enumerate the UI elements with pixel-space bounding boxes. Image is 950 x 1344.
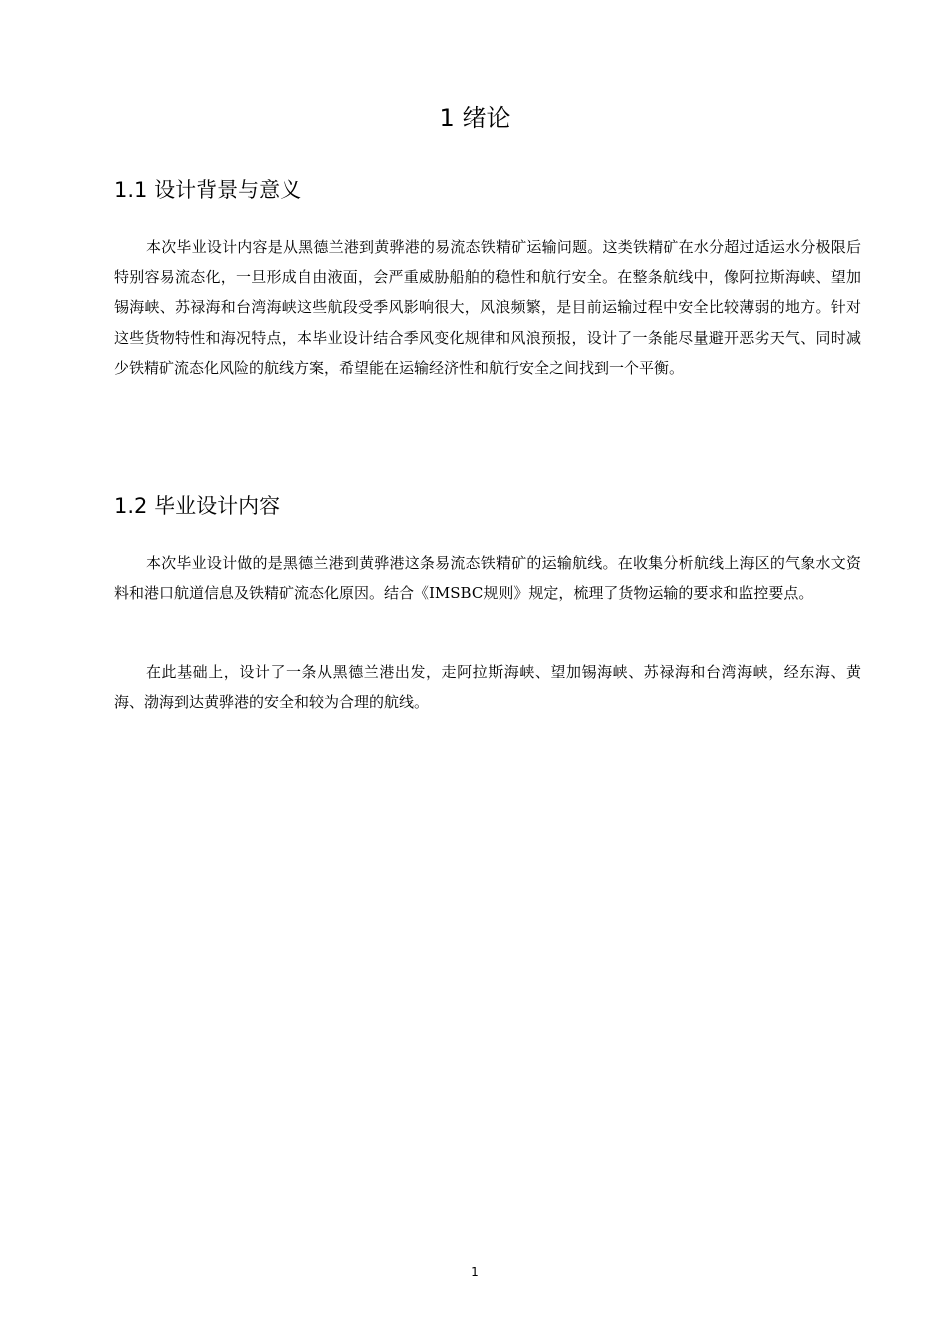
section-1-1-paragraph-1: 本次毕业设计内容是从黑德兰港到黄骅港的易流态铁精矿运输问题。这类铁精矿在水分超过适运水分极限后特别容易流态化，一旦形成自由液面，会严重威胁船舶的稳性和航行安全。在整条航线中，像阿拉斯海峡、望加锡海峡、苏禄海和台湾海峡这些航段受季风影响很大，风浪频繁，是目前运输过程中安全比较薄弱的地方。针对这些货物特性和海况特点，本毕业设计结合季风变化规律和风浪预报，设计了一条能尽量避开恶劣天气、同时减少铁精矿流态化风险的航线方案，希望能在运输经济性和航行安全之间找到一个平衡。 xyxy=(114,238,861,377)
section-1-2-paragraph-1: 本次毕业设计做的是黑德兰港到黄骅港这条易流态铁精矿的运输航线。在收集分析航线上海区的气象水文资料和港口航道信息及铁精矿流态化原因。结合《IMSBC规则》规定，梳理了货物运输的要求和监控要点。 xyxy=(114,554,861,603)
page-number: 1 xyxy=(471,1265,479,1279)
chapter-title: 1 绪论 xyxy=(439,104,511,132)
section-heading-1-1: 1.1 设计背景与意义 xyxy=(114,178,302,202)
section-heading-1-2: 1.2 毕业设计内容 xyxy=(114,494,281,518)
section-1-2-paragraph-2: 在此基础上，设计了一条从黑德兰港出发，走阿拉斯海峡、望加锡海峡、苏禄海和台湾海峡，经东海、黄海、渤海到达黄骅港的安全和较为合理的航线。 xyxy=(114,663,861,712)
